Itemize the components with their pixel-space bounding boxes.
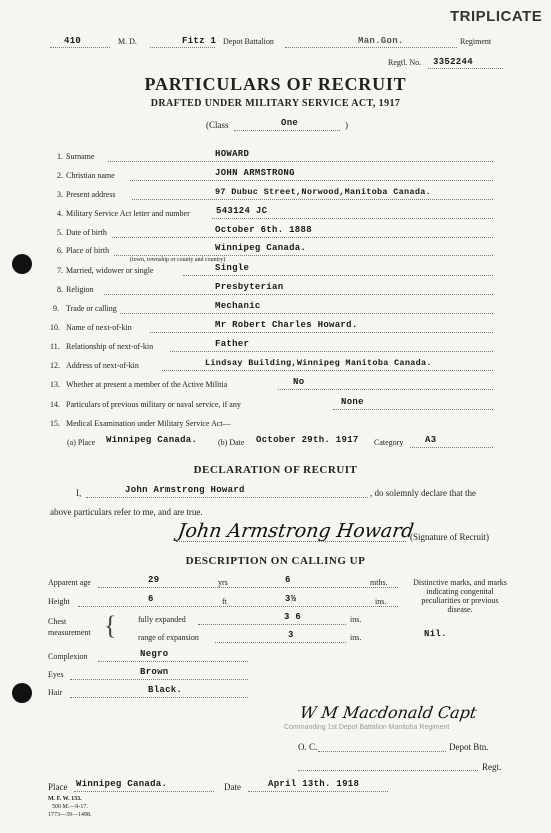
row-6-num: 6. bbox=[57, 246, 63, 255]
row-1-num: 1. bbox=[57, 152, 63, 161]
depot-battalion-label: Depot Battalion bbox=[223, 37, 274, 46]
place-of-birth-note: (town, township or county and country) bbox=[130, 257, 226, 263]
yrs-label: yrs bbox=[218, 578, 228, 587]
kin-address-value: Lindsay Building,Winnipeg Manitoba Canada. bbox=[205, 358, 432, 368]
row-9-label: Trade or calling bbox=[66, 304, 117, 313]
ins-label: ins. bbox=[375, 597, 387, 606]
complexion-label: Complexion bbox=[48, 652, 88, 661]
row-6-label: Place of birth bbox=[66, 246, 110, 255]
militia-value: No bbox=[293, 377, 305, 387]
md-value: Fitz 1 bbox=[182, 36, 217, 46]
class-value: One bbox=[281, 118, 299, 128]
footer-place-label: Place bbox=[48, 782, 68, 792]
row-15-label: Medical Examination under Military Service Act— bbox=[66, 419, 231, 428]
row-11-label: Relationship of next-of-kin bbox=[66, 342, 154, 351]
row-7-num: 7. bbox=[57, 266, 63, 275]
relationship-value: Father bbox=[215, 339, 250, 349]
form-number: 410 bbox=[64, 36, 82, 46]
range-value: 3 bbox=[288, 630, 294, 640]
ft-label: ft bbox=[222, 597, 227, 606]
form-code-1: M. F. W. 133. bbox=[48, 796, 82, 802]
medical-place-label: (a) Place bbox=[67, 438, 96, 447]
md-label: M. D. bbox=[118, 37, 137, 46]
row-4-num: 4. bbox=[57, 209, 63, 218]
declaration-i-label: I, bbox=[76, 488, 82, 498]
apparent-age-years: 29 bbox=[148, 575, 160, 585]
footer-date-label: Date bbox=[224, 782, 241, 792]
present-address-value: 97 Dubuc Street,Norwood,Manitoba Canada. bbox=[215, 187, 432, 197]
officer-stamp: Commanding 1st Depot Battalion Manitoba Regiment bbox=[284, 724, 450, 731]
form-title: PARTICULARS OF RECRUIT bbox=[144, 74, 407, 94]
declaration-title: DECLARATION OF RECRUIT bbox=[193, 464, 358, 476]
depot-btn-label: Depot Btn. bbox=[449, 742, 489, 752]
height-feet: 6 bbox=[148, 594, 154, 604]
row-10-num: 10. bbox=[50, 323, 60, 332]
fully-expanded-ins: ins. bbox=[350, 615, 362, 624]
row-12-num: 12. bbox=[50, 361, 60, 370]
medical-date-label: (b) Date bbox=[218, 438, 245, 447]
row-8-label: Religion bbox=[66, 285, 94, 294]
footer-date-value: April 13th. 1918 bbox=[268, 779, 360, 789]
row-12-label: Address of next-of-kin bbox=[66, 361, 139, 370]
class-close: ) bbox=[345, 120, 348, 130]
msa-number-value: 543124 JC bbox=[216, 206, 268, 216]
row-13-label: Whether at present a member of the Active Militia bbox=[66, 380, 228, 389]
form-code-3: 1773—39—1498. bbox=[48, 812, 92, 818]
description-title: DESCRIPTION ON CALLING UP bbox=[185, 555, 366, 567]
chest-label: Chest bbox=[48, 617, 67, 626]
mths-label: mths. bbox=[370, 578, 388, 587]
row-5-num: 5. bbox=[57, 228, 63, 237]
medical-date-value: October 29th. 1917 bbox=[256, 435, 359, 445]
row-3-num: 3. bbox=[57, 190, 63, 199]
punch-hole-top bbox=[12, 254, 32, 274]
medical-category-value: A3 bbox=[425, 435, 437, 445]
fully-expanded-label: fully expanded bbox=[138, 615, 186, 624]
place-of-birth-value: Winnipeg Canada. bbox=[215, 243, 307, 253]
row-11-num: 11. bbox=[50, 342, 60, 351]
declaration-text-line2: above particulars refer to me, and are true. bbox=[50, 507, 203, 517]
range-ins: ins. bbox=[350, 633, 362, 642]
medical-place-value: Winnipeg Canada. bbox=[106, 435, 198, 445]
marital-status-value: Single bbox=[215, 263, 250, 273]
row-2-num: 2. bbox=[57, 171, 63, 180]
eyes-label: Eyes bbox=[48, 670, 64, 679]
row-13-num: 13. bbox=[50, 380, 60, 389]
distinctive-marks-label: Distinctive marks, and marks indicating congenital peculiarities or previous disease. bbox=[413, 578, 507, 614]
chest-brace: { bbox=[104, 611, 117, 640]
row-4-label: Military Service Act letter and number bbox=[66, 209, 190, 218]
row-10-label: Name of next-of-kin bbox=[66, 323, 132, 332]
regt-label: Regt. bbox=[482, 762, 502, 772]
previous-service-value: None bbox=[341, 397, 364, 407]
row-1-label: Surname bbox=[66, 152, 95, 161]
oc-label: O. C. bbox=[298, 742, 318, 752]
height-label: Height bbox=[48, 597, 70, 606]
hair-value: Black. bbox=[148, 685, 183, 695]
declaration-text-after: , do solemnly declare that the bbox=[370, 488, 476, 498]
recruit-signature: John Armstrong Howard bbox=[176, 520, 416, 542]
form-subtitle: DRAFTED UNDER MILITARY SERVICE ACT, 1917 bbox=[150, 98, 401, 109]
regiment-label: Regiment bbox=[460, 37, 492, 46]
distinctive-marks-value: Nil. bbox=[424, 629, 447, 639]
punch-hole-bottom bbox=[12, 683, 32, 703]
religion-value: Presbyterian bbox=[215, 282, 284, 292]
christian-name-value: JOHN ARMSTRONG bbox=[215, 168, 295, 178]
range-label: range of expansion bbox=[138, 633, 199, 642]
surname-value: HOWARD bbox=[215, 149, 250, 159]
apparent-age-months: 6 bbox=[285, 575, 291, 585]
measurement-label: measurement bbox=[48, 628, 91, 637]
date-of-birth-value: October 6th. 1888 bbox=[215, 225, 312, 235]
class-label: (Class bbox=[206, 120, 229, 130]
fully-expanded-value: 3 6 bbox=[284, 612, 302, 622]
trade-value: Mechanic bbox=[215, 301, 261, 311]
triplicate-stamp: TRIPLICATE bbox=[450, 8, 543, 25]
apparent-age-label: Apparent age bbox=[48, 578, 91, 587]
row-14-num: 14. bbox=[50, 400, 60, 409]
complexion-value: Negro bbox=[140, 649, 169, 659]
hair-label: Hair bbox=[48, 688, 63, 697]
next-of-kin-value: Mr Robert Charles Howard. bbox=[215, 320, 358, 330]
footer-place-value: Winnipeg Canada. bbox=[76, 779, 168, 789]
row-5-label: Date of birth bbox=[66, 228, 107, 237]
height-inches: 3½ bbox=[285, 594, 297, 604]
row-3-label: Present address bbox=[66, 190, 116, 199]
row-8-num: 8. bbox=[57, 285, 63, 294]
medical-category-label: Category bbox=[374, 438, 404, 447]
signature-label: (Signature of Recruit) bbox=[410, 532, 489, 542]
officer-signature: W M Macdonald Capt bbox=[298, 703, 478, 722]
row-15-num: 15. bbox=[50, 419, 60, 428]
depot-battalion-value: Man.Gon. bbox=[358, 36, 404, 46]
form-code-2: 500 M.—9-17. bbox=[52, 804, 88, 810]
row-7-label: Married, widower or single bbox=[66, 266, 154, 275]
eyes-value: Brown bbox=[140, 667, 169, 677]
declaration-name-value: John Armstrong Howard bbox=[125, 485, 245, 495]
row-9-num: 9. bbox=[53, 304, 59, 313]
row-14-label: Particulars of previous military or naval service, if any bbox=[66, 400, 241, 409]
regtl-no-label: Regtl. No. bbox=[388, 58, 422, 67]
row-2-label: Christian name bbox=[66, 171, 115, 180]
regtl-no-value: 3352244 bbox=[433, 57, 473, 67]
